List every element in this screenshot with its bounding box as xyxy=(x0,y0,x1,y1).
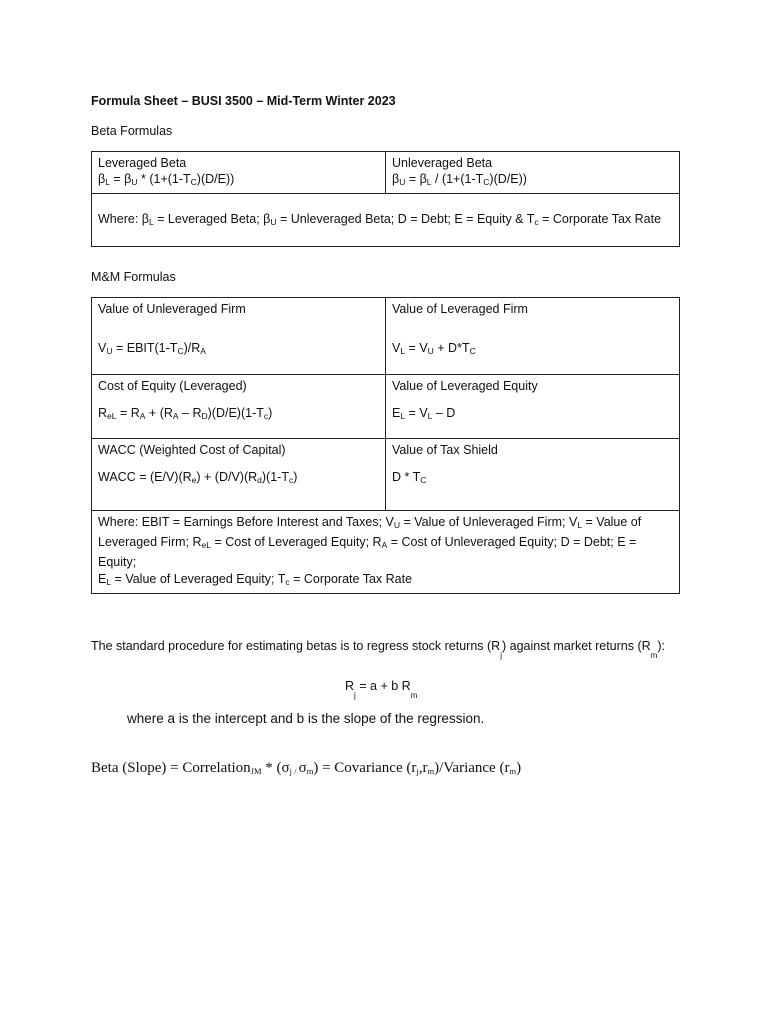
subscript: L xyxy=(577,520,583,530)
formula-text: = Cost of Unleveraged Equity; D = Debt; E = Equity; xyxy=(98,535,637,569)
wacc-label: WACC (Weighted Cost of Capital) xyxy=(98,443,286,457)
subscript: D xyxy=(201,411,208,421)
formula-text: = EBIT(1-T xyxy=(112,341,178,355)
formula-text: = β xyxy=(405,172,427,186)
formula-text: = β xyxy=(109,172,132,186)
subscript: U xyxy=(106,346,113,356)
subscript: eL xyxy=(107,411,117,421)
formula-text: Leveraged Firm; R xyxy=(98,535,202,549)
beta-slope-formula xyxy=(91,760,521,777)
tax-shield-label: Value of Tax Shield xyxy=(392,443,498,457)
formula-text: * (σ xyxy=(261,760,290,776)
tax-shield-cell xyxy=(386,439,680,511)
value-unleveraged-formula xyxy=(98,340,379,359)
formula-text: )/R xyxy=(183,341,201,355)
subscript: j xyxy=(416,766,419,776)
subscript: eL xyxy=(201,540,211,550)
subscript: L xyxy=(400,411,406,421)
beta-formulas-table xyxy=(91,151,680,247)
beta-where-note xyxy=(98,211,673,230)
subscript: d xyxy=(257,475,262,485)
formula-text: R xyxy=(345,679,355,693)
subscript: L xyxy=(148,216,154,227)
subscript: L xyxy=(105,177,110,187)
value-leveraged-label: Value of Leveraged Firm xyxy=(392,302,528,316)
formula-text: = Value of Unleveraged Firm; V xyxy=(400,515,578,529)
subscript: c xyxy=(285,577,290,587)
value-leveraged-formula xyxy=(392,340,673,359)
subscript: C xyxy=(420,475,427,485)
subscript: c xyxy=(263,411,269,421)
formula-text: = Cost of Leveraged Equity; R xyxy=(210,535,382,549)
formula-text: + D*T xyxy=(433,341,470,355)
formula-text: ) + (D/V)(R xyxy=(196,470,258,484)
formula-text: )/Variance (r xyxy=(434,760,510,776)
subscript: A xyxy=(200,346,206,356)
formula-text: E xyxy=(98,572,107,586)
formula-text: = Unleveraged Beta; D = Debt; E = Equity & T xyxy=(276,211,535,226)
formula-text: – D xyxy=(432,406,456,420)
subscript: U xyxy=(393,520,401,530)
cost-equity-formula xyxy=(98,405,379,424)
formula-text: V xyxy=(392,341,401,355)
subscript: L xyxy=(427,411,433,421)
formula-text: = V xyxy=(405,406,428,420)
subscript: U xyxy=(427,346,434,356)
subscript: L xyxy=(400,346,406,356)
subscript: L xyxy=(426,177,432,187)
mm-formulas-heading: M&M Formulas xyxy=(91,270,176,284)
formula-text: – R xyxy=(178,406,202,420)
subscript: U xyxy=(131,177,138,187)
formula-text: β xyxy=(392,172,400,186)
mm-where-cell xyxy=(92,511,680,594)
formula-text: ) against market returns (R xyxy=(502,639,651,653)
subscript: C xyxy=(190,177,197,187)
cost-equity-cell xyxy=(92,375,386,439)
formula-text: = Value of Leveraged Equity; T xyxy=(111,572,286,586)
formula-text: ) xyxy=(268,406,273,420)
value-leveraged-equity-formula xyxy=(392,405,673,424)
formula-text: Beta (Slope) = Correlation xyxy=(91,760,251,776)
subscript: A xyxy=(172,411,179,421)
formula-text: + (R xyxy=(145,406,173,420)
formula-text: * (1+(1-T xyxy=(137,172,191,186)
formula-text: = Corporate Tax Rate xyxy=(538,211,662,226)
beta-where-cell xyxy=(92,194,680,247)
formula-text: ) = Covariance (r xyxy=(313,760,417,776)
formula-text: = Value of xyxy=(582,515,642,529)
subscript: A xyxy=(381,540,388,550)
formula-text: σ xyxy=(298,760,307,776)
formula-text: R xyxy=(98,406,108,420)
subscript: m xyxy=(650,651,658,660)
subscript: m xyxy=(509,766,517,776)
wacc-formula xyxy=(98,469,379,488)
mm-formulas-table xyxy=(91,297,680,594)
formula-text: ) xyxy=(293,470,298,484)
formula-text: V xyxy=(98,341,107,355)
subscript: C xyxy=(177,346,184,356)
subscript: m xyxy=(427,766,435,776)
subscript: j / xyxy=(289,766,299,776)
mm-where-line-1 xyxy=(98,514,673,534)
formula-text: / (1+(1-T xyxy=(431,172,484,186)
formula-text: ,r xyxy=(418,760,428,776)
formula-text: ): xyxy=(657,639,665,653)
page-title: Formula Sheet – BUSI 3500 – Mid-Term Winter 2023 xyxy=(91,94,396,108)
subscript: e xyxy=(191,475,197,485)
subscript: C xyxy=(469,346,476,356)
regression-intro xyxy=(91,639,665,660)
formula-text: The standard procedure for estimating betas is to regress stock returns (R xyxy=(91,639,501,653)
formula-text: )(D/E)) xyxy=(489,172,527,186)
unleveraged-beta-cell xyxy=(386,152,680,194)
leveraged-beta-cell xyxy=(92,152,386,194)
formula-text: )(1-T xyxy=(261,470,289,484)
regression-equation xyxy=(345,679,418,700)
formula-text: β xyxy=(98,172,106,186)
formula-text: = a + b R xyxy=(355,679,411,693)
formula-text: E xyxy=(392,406,401,420)
mm-where-line-2 xyxy=(98,534,673,571)
formula-text: )(D/E)(1-T xyxy=(207,406,264,420)
value-unleveraged-label: Value of Unleveraged Firm xyxy=(98,302,246,316)
value-leveraged-equity-cell xyxy=(386,375,680,439)
subscript: C xyxy=(483,177,490,187)
regression-explanation: where a is the intercept and b is the slope of the regression. xyxy=(127,711,485,726)
value-leveraged-cell xyxy=(386,298,680,375)
leveraged-beta-formula xyxy=(98,171,379,190)
formula-text: )(D/E)) xyxy=(196,172,235,186)
subscript: JM xyxy=(250,766,262,776)
value-unleveraged-cell xyxy=(92,298,386,375)
formula-text: = Leveraged Beta; β xyxy=(153,211,271,226)
mm-where-line-3 xyxy=(98,571,673,591)
formula-text: = V xyxy=(405,341,428,355)
wacc-cell xyxy=(92,439,386,511)
subscript: L xyxy=(106,577,112,587)
value-leveraged-equity-label: Value of Leveraged Equity xyxy=(392,379,538,393)
formula-text: = R xyxy=(116,406,140,420)
cost-equity-label: Cost of Equity (Leveraged) xyxy=(98,379,247,393)
subscript: m xyxy=(410,691,418,700)
leveraged-beta-label: Leveraged Beta xyxy=(98,156,187,170)
tax-shield-formula xyxy=(392,469,673,488)
subscript: j xyxy=(500,651,502,660)
formula-text: ) xyxy=(516,760,522,776)
subscript: U xyxy=(270,216,277,227)
subscript: A xyxy=(139,411,146,421)
formula-text: WACC = (E/V)(R xyxy=(98,470,192,484)
subscript: m xyxy=(306,766,314,776)
subscript: c xyxy=(288,475,294,485)
formula-text: = Corporate Tax Rate xyxy=(289,572,413,586)
formula-text: Where: β xyxy=(98,211,149,226)
subscript: c xyxy=(534,216,539,227)
formula-text: D * T xyxy=(392,470,421,484)
subscript: U xyxy=(399,177,406,187)
unleveraged-beta-label: Unleveraged Beta xyxy=(392,156,493,170)
unleveraged-beta-formula xyxy=(392,171,673,190)
formula-text: Where: EBIT = Earnings Before Interest and Taxes; V xyxy=(98,515,394,529)
subscript: j xyxy=(354,691,356,700)
beta-formulas-heading: Beta Formulas xyxy=(91,124,173,138)
